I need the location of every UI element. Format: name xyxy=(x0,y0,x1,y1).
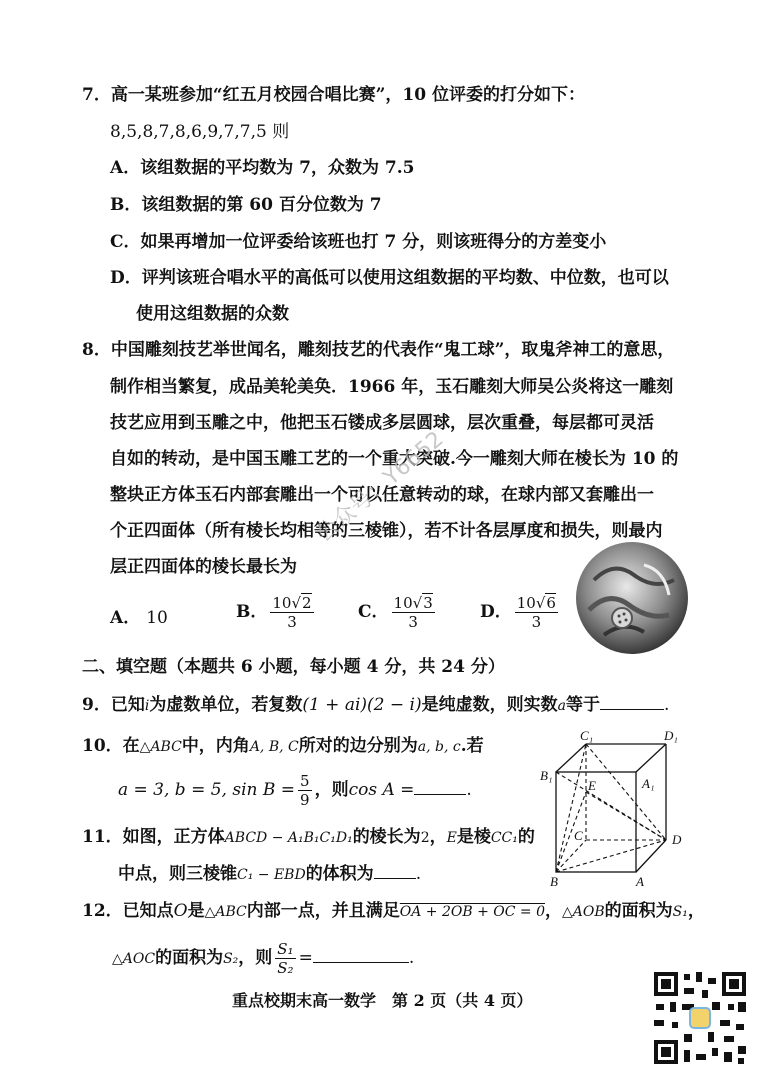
cube-figure xyxy=(536,730,696,890)
q11-answer-blank[interactable] xyxy=(374,862,416,879)
q8-line7: 层正四面体的棱长最长为 xyxy=(110,557,297,577)
q7-number: 7． xyxy=(82,85,111,105)
q7-option-c: C．如果再增加一位评委给该班也打 7 分，则该班得分的方差变小 xyxy=(110,232,607,252)
label-e: E xyxy=(588,778,596,793)
q10-line2: a = 3, b = 5, sin B = $\frac{5}{9}$ ，则cos A = . xyxy=(118,772,472,809)
label-a1: A₁ xyxy=(642,776,655,791)
q8-line2: 制作相当繁复，成品美轮美奂．1966 年，玉石雕刻大师吴公炎将这一雕刻 xyxy=(110,377,674,397)
q8-option-a: A． 10 xyxy=(110,608,168,628)
q7-stem xyxy=(82,84,585,106)
q7-option-b: B．该组数据的第 60 百分位数为 7 xyxy=(110,195,382,215)
q7-option-d: D．评判该班合唱水平的高低可以使用这组数据的平均数、中位数，也可以 xyxy=(110,268,669,288)
q12-line1: 12．已知点O是△ABC内部一点，并且满足OA + 2OB + OC = 0，△AOB的面积为S₁， xyxy=(82,901,705,921)
q8-line5: 整块正方体玉石内部套雕出一个可以任意转动的球，在球内部又套雕出一 xyxy=(110,485,654,505)
q9: 9．已知i为虚数单位，若复数(1 + ai)(2 − i)是纯虚数，则实数a等于 . xyxy=(82,695,670,715)
label-d: D xyxy=(672,832,682,847)
q7-text: 高一某班参加“红五月校园合唱比赛”，10 位评委的打分如下： xyxy=(110,85,585,105)
q8-option-c: C． $\frac{10√3}{3}$ xyxy=(358,594,433,631)
q7-option-d-cont: 使用这组数据的众数 xyxy=(136,304,289,324)
q7-data: 8,5,8,7,8,6,9,7,7,5 则 xyxy=(110,122,290,142)
q11-line2: 中点，则三棱锥C₁ − EBD的体积为 . xyxy=(118,864,422,884)
page-footer: 重点校期末高一数学 第 2 页（共 4 页） xyxy=(232,991,533,1010)
q8-line6: 个正四面体（所有棱长均相等的三棱锥），若不计各层厚度和损失，则最内 xyxy=(110,521,663,541)
q7-option-a: A．该组数据的平均数为 7，众数为 7.5 xyxy=(110,158,415,178)
label-d1: D₁ xyxy=(664,730,678,743)
section-fill-in-title: 二、填空题（本题共 6 小题，每小题 4 分，共 24 分） xyxy=(82,657,505,677)
q12-answer-blank[interactable] xyxy=(313,946,409,963)
q8-line3: 技艺应用到玉雕之中，他把玉石镂成多层圆球，层次重叠，每层都可灵活 xyxy=(110,413,654,433)
q10-answer-blank[interactable] xyxy=(414,778,466,795)
q8-option-d: D． $\frac{10√6}{3}$ xyxy=(480,594,556,631)
q8-option-b: B． $\frac{10√2}{3}$ xyxy=(236,594,312,631)
label-c: C xyxy=(574,828,583,843)
q9-answer-blank[interactable] xyxy=(600,693,664,710)
label-b: B xyxy=(550,874,558,889)
q8-line4: 自如的转动，是中国玉雕工艺的一个重大突破.今一雕刻大师在棱长为 10 的 xyxy=(110,449,679,469)
carved-ball-image xyxy=(574,540,690,656)
qr-code-image xyxy=(650,968,750,1068)
q10-line1: 10．在△ABC中，内角A, B, C所对的边分别为a, b, c.若 xyxy=(82,736,484,756)
q11-line1: 11．如图，正方体ABCD − A₁B₁C₁D₁的棱长为2，E是棱CC₁的 xyxy=(82,827,535,847)
label-a: A xyxy=(636,874,644,889)
label-b1: B₁ xyxy=(540,768,553,783)
watermark-text: 公众号：Y6652 xyxy=(311,426,449,548)
label-c1: C₁ xyxy=(580,730,594,743)
q8-line1: 8．中国雕刻技艺举世闻名，雕刻技艺的代表作“鬼工球”，取鬼斧神工的意思， xyxy=(82,340,675,360)
q12-line2: △AOC的面积为S₂，则 $\frac{\text{S₁}}{\text{S₂}}$ = . xyxy=(112,940,415,977)
